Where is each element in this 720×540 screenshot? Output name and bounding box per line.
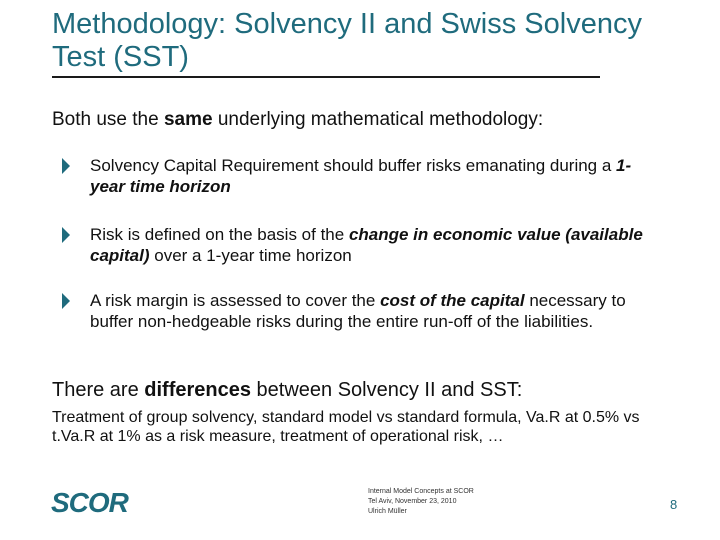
bullet-arrow-icon — [62, 293, 70, 309]
bullet-1-emphasis: 1-year time horizon — [90, 156, 632, 196]
bullet-3-text-end: necessary to buffer non-hedgeable risks during the entire run-off of the liabilities. — [90, 291, 626, 331]
page-number: 8 — [670, 497, 678, 512]
bullet-3-text: A risk margin is assessed to cover the — [90, 291, 381, 310]
scor-logo — [50, 485, 142, 519]
bullet-2-text: Risk is defined on the basis of the — [90, 225, 349, 244]
footer-location-date: Tel Aviv, November 23, 2010 — [368, 498, 457, 505]
bullet-text — [90, 224, 650, 266]
bullet-text — [90, 290, 650, 332]
title-underline — [52, 76, 600, 78]
intro-emphasis: same — [163, 109, 213, 130]
logo-text: SCOR — [51, 487, 128, 518]
differences-heading — [52, 378, 522, 402]
bullet-3-emphasis: cost of the capital — [380, 291, 525, 310]
bullet-2-emphasis: change in economic value (available capital) — [90, 225, 643, 265]
differences-before: There are — [52, 379, 145, 401]
footer-info — [368, 487, 474, 517]
bullet-arrow-icon — [62, 227, 70, 243]
bullet-1-text: Solvency Capital Requirement should buffer risks emanating during a — [90, 156, 617, 175]
bullet-2-text-end: over a 1-year time horizon — [149, 246, 352, 265]
bullet-text — [90, 155, 650, 197]
intro-before: Both use the — [52, 109, 164, 130]
differences-emphasis: differences — [144, 379, 251, 401]
intro-after: underlying mathematical methodology: — [212, 109, 544, 130]
footer-presentation-title: Internal Model Concepts at SCOR — [368, 488, 474, 495]
differences-body: Treatment of group solvency, standard model vs standard formula, Va.R at 0.5% vs t.Va.R at 1% as a risk measure, treatment of operational risk, … — [52, 409, 640, 445]
intro-text — [52, 108, 543, 132]
bullet-arrow-icon — [62, 158, 70, 174]
slide-title: Methodology: Solvency II and Swiss Solvency Test (SST) — [52, 8, 642, 73]
differences-after: between Solvency II and SST: — [250, 379, 523, 401]
footer-author: Ulrich Müller — [368, 508, 407, 515]
